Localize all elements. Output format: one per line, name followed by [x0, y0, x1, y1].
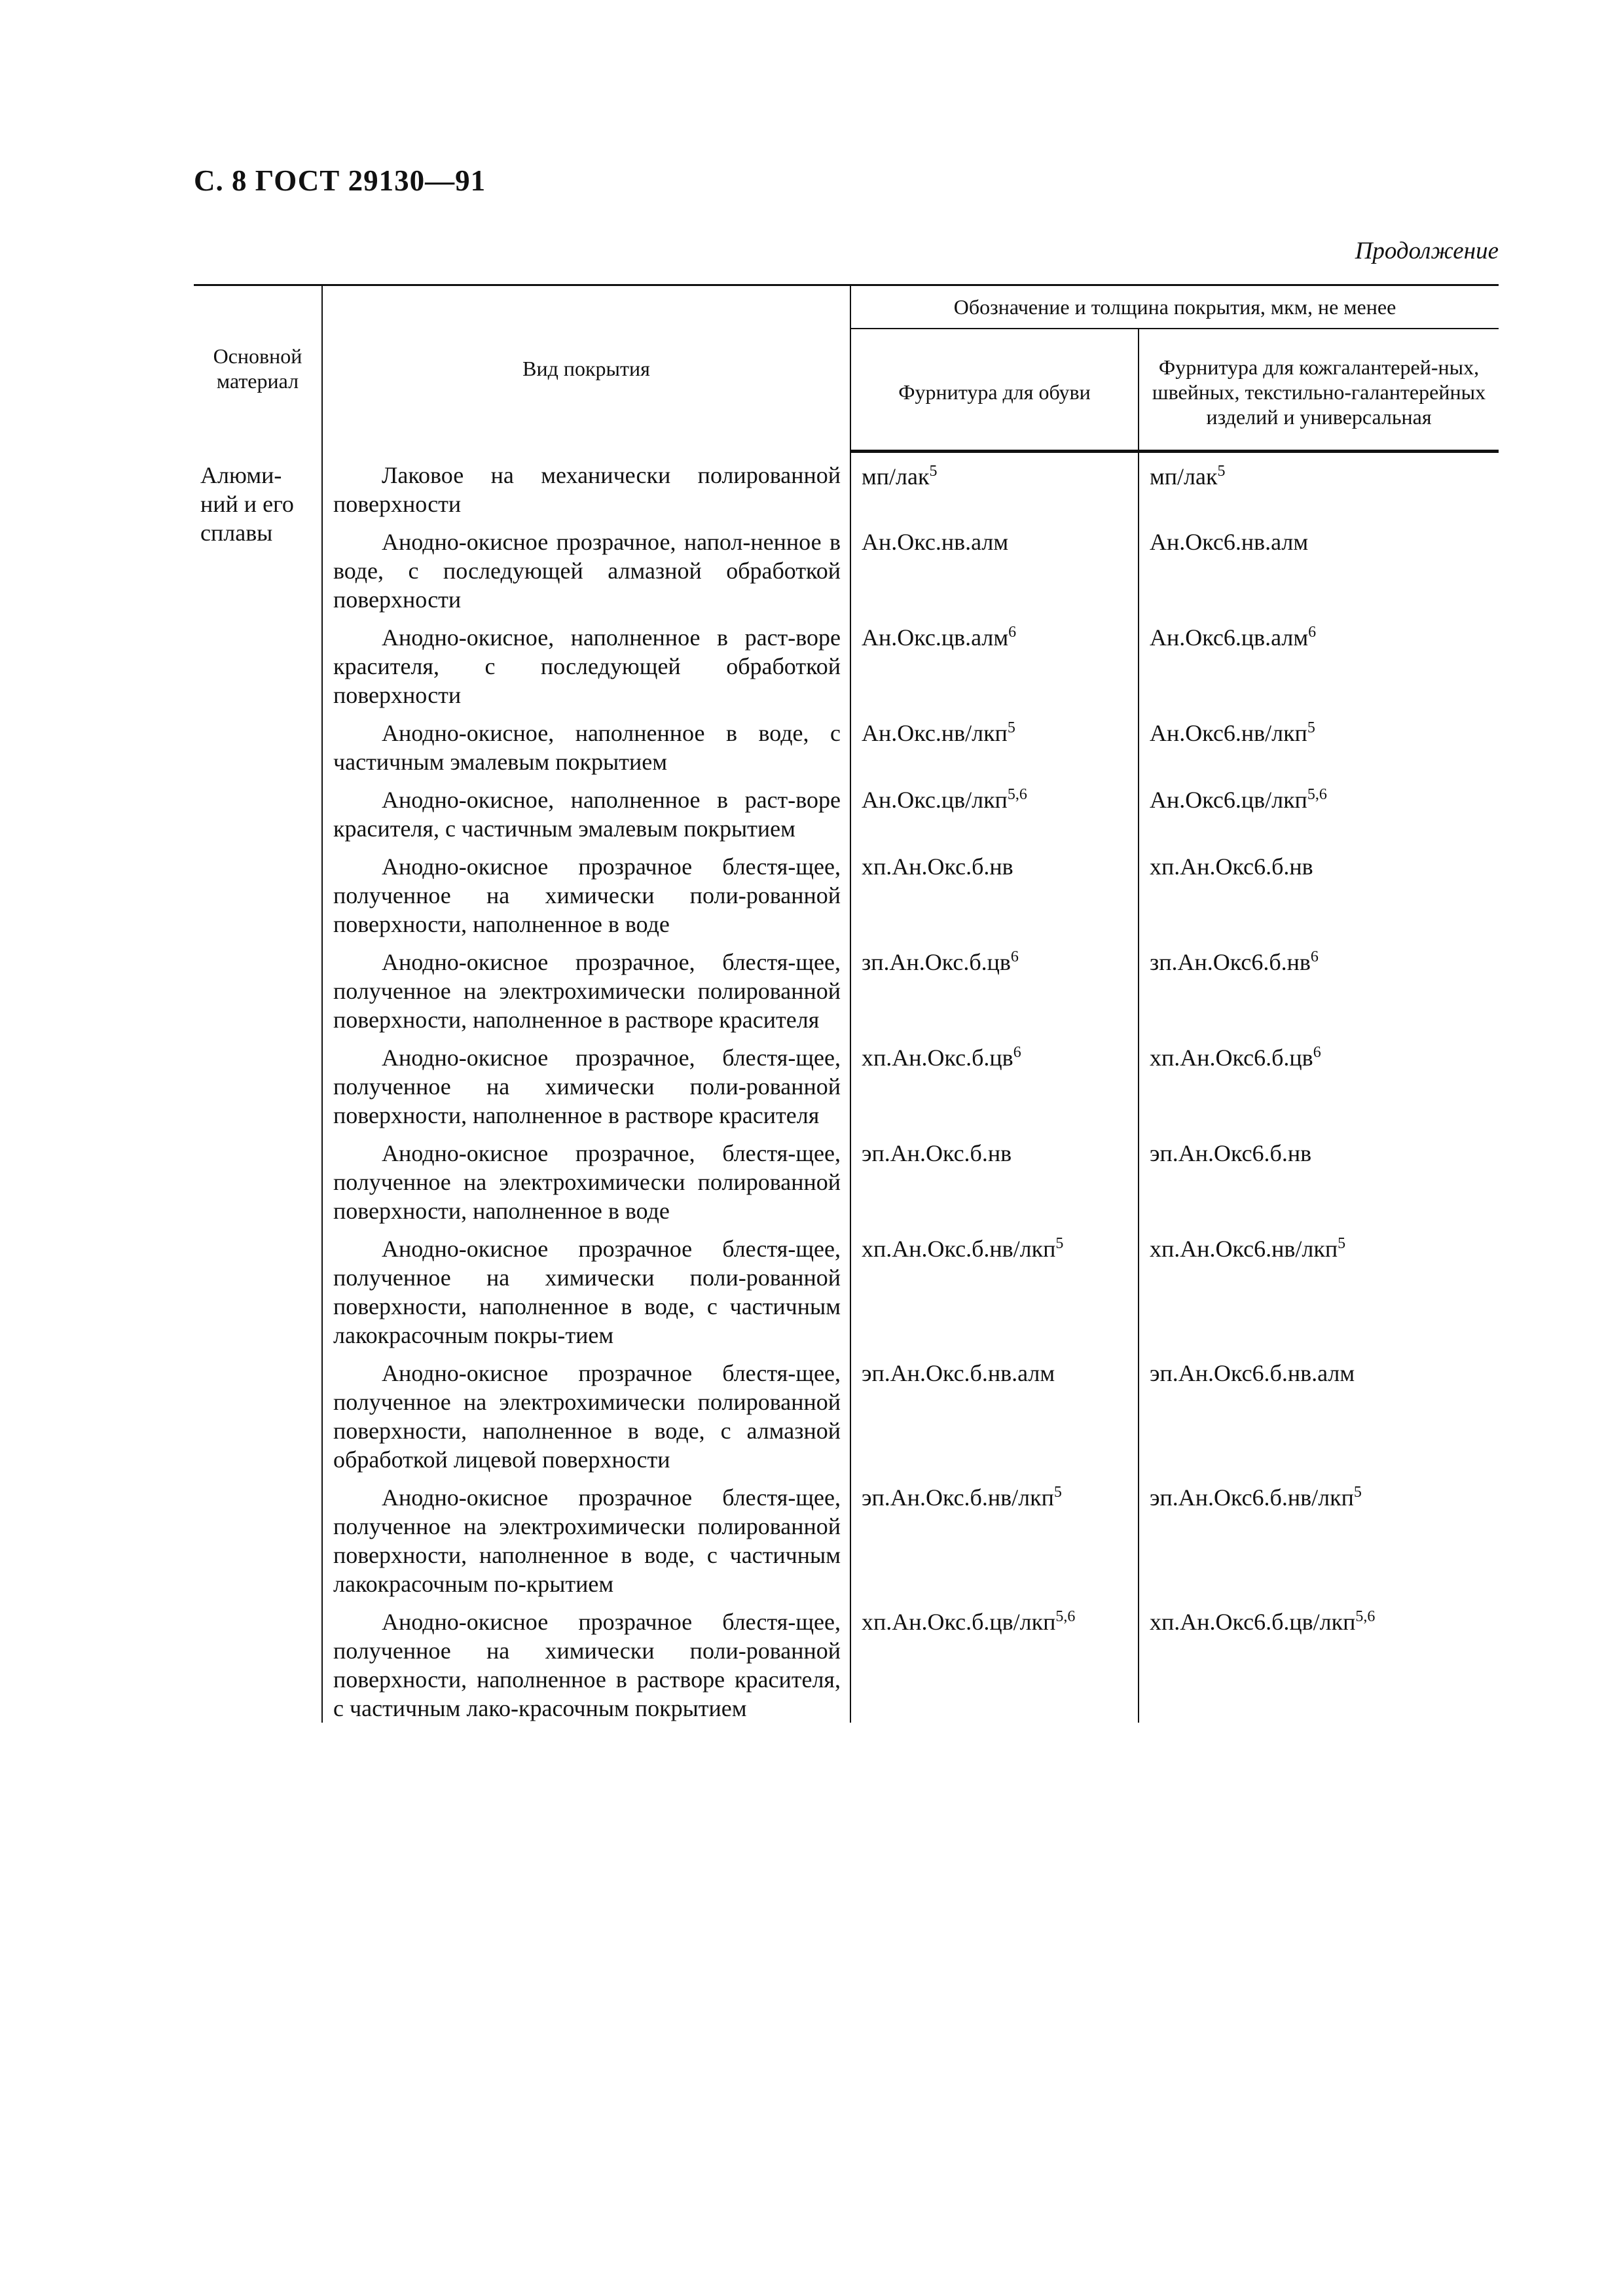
- table-row: [194, 939, 1499, 1034]
- leather-designation-cell-value: мп/лак: [1150, 463, 1218, 490]
- coating-cell: Анодно-окисное прозрачное, блестя-щее, полученное на электрохимически полированной поверхности, наполненное в воде: [322, 1130, 850, 1225]
- header-shoe-fittings: Фурнитура для обуви: [850, 329, 1139, 452]
- table-row: [194, 1474, 1499, 1598]
- leather-designation-cell: [1139, 614, 1499, 709]
- coating-cell: Анодно-окисное прозрачное блестя-щее, полученное на электрохимически полированной поверхности, наполненное в воде, с алмазной обработкой лицевой поверхности: [322, 1350, 850, 1474]
- coating-cell: Анодно-окисное, наполненное в раст-воре красителя, с частичным эмалевым покрытием: [322, 776, 850, 843]
- shoe-designation-cell-value: Ан.Окс.цв.алм: [862, 624, 1009, 651]
- shoe-designation-cell-value: зп.Ан.Окс.б.цв: [862, 948, 1011, 975]
- coating-cell: Анодно-окисное прозрачное, блестя-щее, полученное на химически поли-рованной поверхности, наполненное в растворе красителя: [322, 1034, 850, 1130]
- shoe-designation-cell: [850, 1598, 1139, 1723]
- coating-cell: Анодно-окисное, наполненное в раст-воре красителя, с последующей обработкой поверхности: [322, 614, 850, 709]
- page-header: С. 8 ГОСТ 29130—91: [194, 164, 486, 197]
- coating-cell: Анодно-окисное прозрачное блестя-щее, полученное на химически поли-рованной поверхности, наполненное в воде, с частичным лакокрасочным покры-тием: [322, 1225, 850, 1350]
- leather-designation-cell-value: эп.Ан.Окс6.б.нв: [1150, 1139, 1312, 1166]
- shoe-designation-cell-value: эп.Ан.Окс.б.нв/лкп: [862, 1484, 1054, 1511]
- table-row: [194, 1225, 1499, 1350]
- leather-designation-cell: [1139, 1598, 1499, 1723]
- footnote-ref: 6: [1310, 948, 1319, 965]
- table-row: [194, 1350, 1499, 1474]
- footnote-ref: 5,6: [1055, 1607, 1076, 1625]
- coating-cell: Анодно-окисное прозрачное блестя-щее, полученное на химически поли-рованной поверхности, наполненное в растворе красителя, с частичным лако-красочным покрытием: [322, 1598, 850, 1723]
- leather-designation-cell: [1139, 452, 1499, 518]
- footnote-ref: 5: [1053, 1483, 1062, 1501]
- table-row: [194, 1130, 1499, 1225]
- coating-cell: Анодно-окисное прозрачное, блестя-щее, полученное на электрохимически полированной поверхности, наполненное в растворе красителя: [322, 939, 850, 1034]
- shoe-designation-cell-value: Ан.Окс.нв.алм: [862, 528, 1009, 555]
- shoe-designation-cell-value: хп.Ан.Окс.б.цв/лкп: [862, 1608, 1056, 1635]
- leather-designation-cell-value: Ан.Окс6.нв/лкп: [1150, 719, 1307, 746]
- table-row: [194, 452, 1499, 518]
- footnote-ref: 6: [1013, 1043, 1021, 1061]
- header-leather-fittings: Фурнитура для кожгалантерей-ных, швейных, текстильно-галантерейных изделий и универсальная: [1139, 329, 1499, 452]
- coating-cell: Анодно-окисное, наполненное в воде, с частичным эмалевым покрытием: [322, 709, 850, 776]
- footnote-ref: 6: [1010, 948, 1019, 965]
- table-row: [194, 843, 1499, 939]
- coating-cell: Анодно-окисное прозрачное блестя-щее, полученное на химически поли-рованной поверхности, наполненное в воде: [322, 843, 850, 939]
- table-row: [194, 614, 1499, 709]
- coating-cell: Лаковое на механически полированной поверхности: [322, 452, 850, 518]
- shoe-designation-cell: [850, 1474, 1139, 1598]
- leather-designation-cell-value: хп.Ан.Окс6.нв/лкп: [1150, 1235, 1338, 1262]
- table-row: [194, 776, 1499, 843]
- shoe-designation-cell-value: эп.Ан.Окс.б.нв.алм: [862, 1359, 1055, 1386]
- leather-designation-cell-value: хп.Ан.Окс6.б.нв: [1150, 853, 1313, 880]
- continuation-label: Продолжение: [1355, 238, 1499, 264]
- table-row: [194, 709, 1499, 776]
- leather-designation-cell: [1139, 776, 1499, 843]
- footnote-ref: 5: [1307, 719, 1315, 736]
- coating-cell: Анодно-окисное прозрачное блестя-щее, полученное на электрохимически полированной поверхности, наполненное в воде, с частичным лакокрасочным по-крытием: [322, 1474, 850, 1598]
- shoe-designation-cell: [850, 776, 1139, 843]
- shoe-designation-cell-value: Ан.Окс.цв/лкп: [862, 786, 1008, 813]
- header-material: Основной материал: [194, 285, 322, 452]
- leather-designation-cell-value: Ан.Окс6.цв.алм: [1150, 624, 1309, 651]
- footnote-ref: 5,6: [1355, 1607, 1376, 1625]
- shoe-designation-cell: [850, 1034, 1139, 1130]
- leather-designation-cell: [1139, 1350, 1499, 1474]
- table-row: [194, 1598, 1499, 1723]
- shoe-designation-cell-value: Ан.Окс.нв/лкп: [862, 719, 1008, 746]
- material-cell: Алюми-ний и его сплавы: [194, 452, 322, 1723]
- leather-designation-cell: [1139, 518, 1499, 614]
- leather-designation-cell: [1139, 1130, 1499, 1225]
- leather-designation-cell-value: эп.Ан.Окс6.б.нв.алм: [1150, 1359, 1355, 1386]
- leather-designation-cell-value: зп.Ан.Окс6.б.нв: [1150, 948, 1311, 975]
- shoe-designation-cell: [850, 1225, 1139, 1350]
- table-row: [194, 1034, 1499, 1130]
- shoe-designation-cell: [850, 614, 1139, 709]
- shoe-designation-cell-value: хп.Ан.Окс.б.нв/лкп: [862, 1235, 1056, 1262]
- leather-designation-cell-value: Ан.Окс6.цв/лкп: [1150, 786, 1307, 813]
- leather-designation-cell: [1139, 1225, 1499, 1350]
- footnote-ref: 5,6: [1307, 785, 1327, 803]
- shoe-designation-cell: [850, 843, 1139, 939]
- header-designation-group: Обозначение и толщина покрытия, мкм, не менее: [850, 285, 1499, 329]
- shoe-designation-cell-value: эп.Ан.Окс.б.нв: [862, 1139, 1012, 1166]
- shoe-designation-cell: [850, 709, 1139, 776]
- leather-designation-cell: [1139, 939, 1499, 1034]
- shoe-designation-cell: [850, 939, 1139, 1034]
- header-coating: Вид покрытия: [322, 285, 850, 452]
- footnote-ref: 6: [1008, 623, 1017, 641]
- footnote-ref: 5: [1353, 1483, 1362, 1501]
- footnote-ref: 5: [1217, 463, 1226, 480]
- shoe-designation-cell-value: хп.Ан.Окс.б.цв: [862, 1044, 1013, 1071]
- shoe-designation-cell: [850, 518, 1139, 614]
- leather-designation-cell-value: хп.Ан.Окс6.б.цв: [1150, 1044, 1313, 1071]
- leather-designation-cell: [1139, 709, 1499, 776]
- footnote-ref: 5: [1055, 1234, 1064, 1252]
- leather-designation-cell: [1139, 843, 1499, 939]
- leather-designation-cell: [1139, 1474, 1499, 1598]
- footnote-ref: 5: [929, 463, 938, 480]
- leather-designation-cell: [1139, 1034, 1499, 1130]
- leather-designation-cell-value: эп.Ан.Окс6.б.нв/лкп: [1150, 1484, 1354, 1511]
- shoe-designation-cell: [850, 1350, 1139, 1474]
- footnote-ref: 5: [1007, 719, 1015, 736]
- footnote-ref: 5,6: [1007, 785, 1027, 803]
- shoe-designation-cell-value: мп/лак: [862, 463, 930, 490]
- footnote-ref: 5: [1338, 1234, 1346, 1252]
- footnote-ref: 6: [1308, 623, 1317, 641]
- table-row: [194, 518, 1499, 614]
- leather-designation-cell-value: хп.Ан.Окс6.б.цв/лкп: [1150, 1608, 1356, 1635]
- coating-cell: Анодно-окисное прозрачное, напол-ненное в воде, с последующей алмазной обработкой поверхности: [322, 518, 850, 614]
- shoe-designation-cell: [850, 1130, 1139, 1225]
- footnote-ref: 6: [1313, 1043, 1321, 1061]
- shoe-designation-cell: [850, 452, 1139, 518]
- table-body: [194, 452, 1499, 1723]
- leather-designation-cell-value: Ан.Окс6.нв.алм: [1150, 528, 1309, 555]
- shoe-designation-cell-value: хп.Ан.Окс.б.нв: [862, 853, 1013, 880]
- coating-table: [194, 284, 1499, 1723]
